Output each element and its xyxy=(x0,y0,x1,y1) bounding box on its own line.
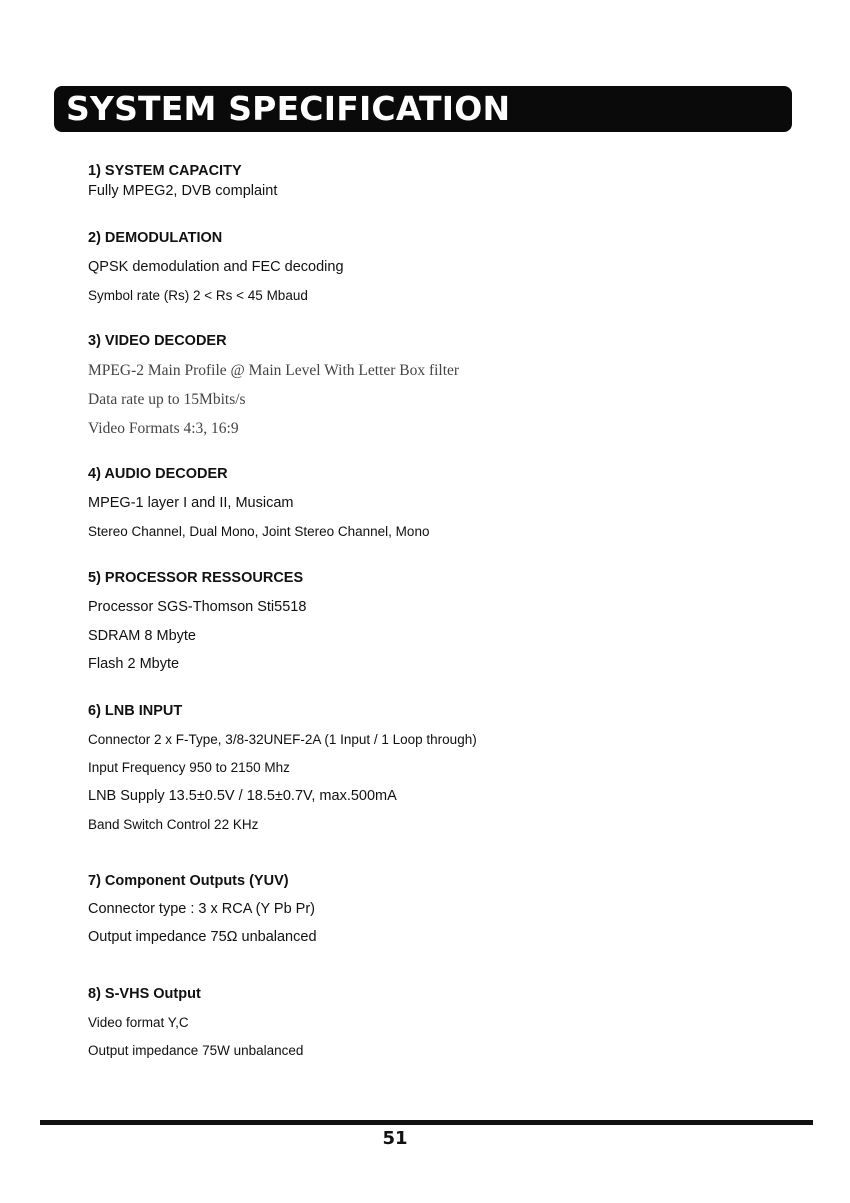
spec-line: Input Frequency 950 to 2150 Mhz xyxy=(88,760,290,775)
spec-line: MPEG-2 Main Profile @ Main Level With Letter Box filter xyxy=(88,362,460,379)
spec-line: Connector 2 x F-Type, 3/8-32UNEF-2A (1 Input / 1 Loop through) xyxy=(88,732,477,747)
spec-line: LNB Supply 13.5±0.5V / 18.5±0.7V, max.500mA xyxy=(88,788,397,804)
section-heading-processor-ressources: 5) PROCESSOR RESSOURCES xyxy=(88,570,304,586)
spec-line: Flash 2 Mbyte xyxy=(88,656,180,672)
section-heading-component-outputs: 7) Component Outputs (YUV) xyxy=(88,873,289,889)
spec-line: Output impedance 75W unbalanced xyxy=(88,1043,304,1058)
section-heading-demodulation: 2) DEMODULATION xyxy=(88,230,223,246)
spec-line: MPEG-1 layer I and II, Musicam xyxy=(88,495,294,511)
spec-line: Video Formats 4:3, 16:9 xyxy=(88,420,239,437)
spec-line: Symbol rate (Rs) 2 < Rs < 45 Mbaud xyxy=(88,288,308,303)
section-heading-lnb-input: 6) LNB INPUT xyxy=(88,703,183,719)
section-heading-audio-decoder: 4) AUDIO DECODER xyxy=(88,466,228,482)
title-banner xyxy=(54,86,792,132)
section-heading-video-decoder: 3) VIDEO DECODER xyxy=(88,333,227,349)
section-heading-system-capacity: 1) SYSTEM CAPACITY xyxy=(88,163,242,179)
section-heading-svhs-output: 8) S-VHS Output xyxy=(88,986,201,1002)
spec-line: SDRAM 8 Mbyte xyxy=(88,628,196,644)
spec-line: Stereo Channel, Dual Mono, Joint Stereo Channel, Mono xyxy=(88,524,430,539)
spec-line: QPSK demodulation and FEC decoding xyxy=(88,259,344,275)
spec-line: Processor SGS-Thomson Sti5518 xyxy=(88,599,307,615)
spec-line: Output impedance 75Ω unbalanced xyxy=(88,929,317,945)
spec-line: Data rate up to 15Mbits/s xyxy=(88,391,246,408)
page-number: 51 xyxy=(382,1128,408,1149)
spec-line: Video format Y,C xyxy=(88,1015,189,1030)
page-title: SYSTEM SPECIFICATION xyxy=(66,89,511,128)
spec-line: Fully MPEG2, DVB complaint xyxy=(88,183,278,199)
spec-line: Connector type : 3 x RCA (Y Pb Pr) xyxy=(88,901,315,917)
spec-line: Band Switch Control 22 KHz xyxy=(88,817,259,832)
footer-divider xyxy=(40,1120,813,1125)
